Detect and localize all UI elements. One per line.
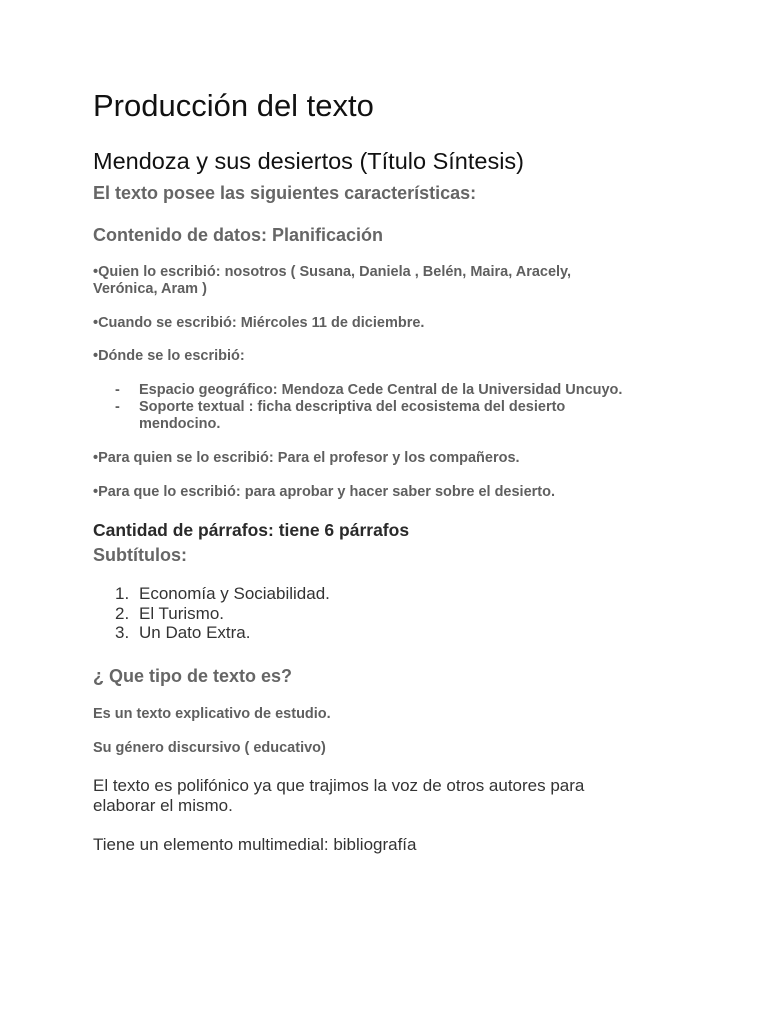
list-item-text: Soporte textual : ficha descriptiva del ecosistema del desierto	[139, 399, 566, 415]
where-written: •Dónde se lo escribió:	[93, 348, 245, 364]
page-title: Producción del texto	[93, 88, 374, 123]
list-dash: -	[115, 399, 120, 415]
list-item-text: Economía y Sociabilidad.	[139, 584, 330, 603]
text-type: Es un texto explicativo de estudio.	[93, 706, 331, 722]
list-number: 2.	[115, 603, 130, 623]
paragraph-count: Cantidad de párrafos: tiene 6 párrafos	[93, 520, 410, 540]
list-item-text: Espacio geográfico: Mendoza Cede Central de la Universidad Uncuyo.	[139, 382, 623, 398]
genre: Su género discursivo ( educativo)	[93, 740, 326, 756]
list-number: 3.	[115, 623, 130, 642]
polyphonic-paragraph	[93, 776, 653, 816]
multimedia-paragraph: Tiene un elemento multimedial: bibliografía	[93, 835, 417, 854]
document-subtitle: Mendoza y sus desiertos (Título Síntesis)	[93, 148, 525, 174]
list-item	[93, 399, 683, 416]
who-wrote-line-2: Verónica, Aram )	[93, 281, 207, 297]
list-number: 1.	[115, 584, 130, 603]
subtitles-heading: Subtítulos:	[93, 545, 187, 565]
list-item-text: El Turismo.	[139, 603, 225, 623]
when-written: •Cuando se escribió: Miércoles 11 de diciembre.	[93, 315, 425, 331]
list-item-text: Un Dato Extra.	[139, 623, 251, 642]
polyphonic-line-2: elaborar el mismo.	[93, 796, 233, 815]
who-wrote-line-1: •Quien lo escribió: nosotros ( Susana, Daniela , Belén, Maira, Aracely,	[93, 264, 572, 280]
features-heading: El texto posee las siguientes características:	[93, 183, 477, 203]
polyphonic-line-1: El texto es polifónico ya que trajimos la voz de otros autores para	[93, 776, 585, 795]
list-item	[93, 382, 683, 399]
list-item-text: mendocino.	[139, 416, 221, 432]
list-dash: -	[115, 382, 120, 398]
content-heading: Contenido de datos: Planificación	[93, 225, 384, 245]
purpose: •Para que lo escribió: para aprobar y hacer saber sobre el desierto.	[93, 484, 556, 500]
where-list	[93, 382, 683, 433]
list-item-continuation	[93, 416, 683, 433]
for-whom: •Para quien se lo escribió: Para el profesor y los compañeros.	[93, 450, 520, 466]
text-type-heading: ¿ Que tipo de texto es?	[93, 666, 293, 686]
